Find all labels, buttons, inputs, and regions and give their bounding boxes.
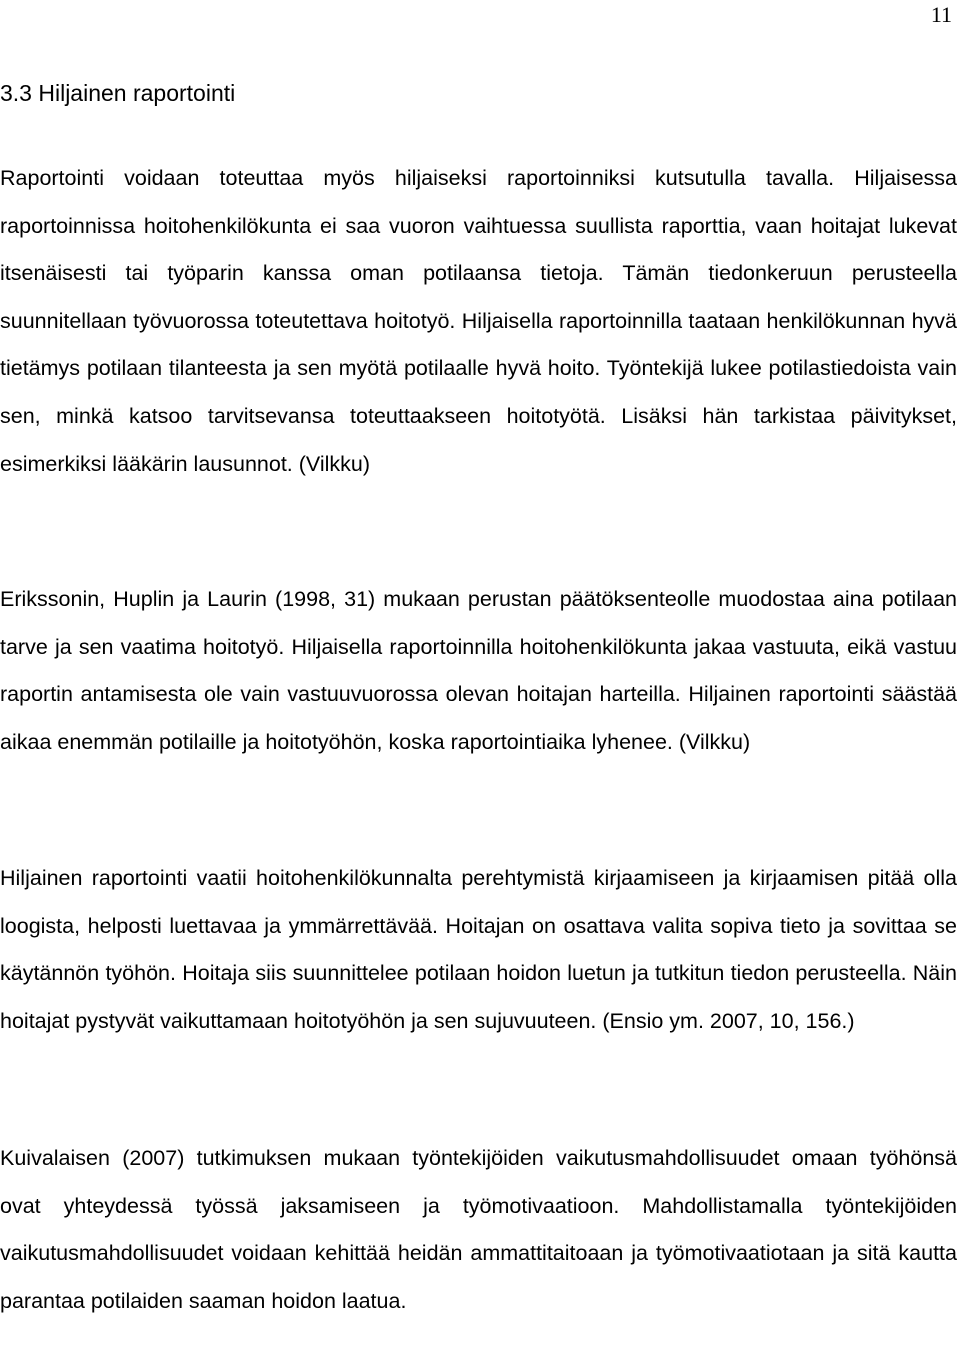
paragraph-4: Kuivalaisen (2007) tutkimuksen mukaan työntekijöiden vaikutusmahdollisuudet omaan työhönsä ovat yhteydessä työssä jaksamiseen ja työmotivaatioon. Mahdollistamalla työntekijöiden vaikutusmahdollisuudet voidaan kehittää heidän ammattitaitoaan ja työmotivaatiotaan ja sitä kautta parantaa potilaiden saaman hoidon laatua. (0, 1146, 957, 1313)
section-heading: 3.3 Hiljainen raportointi (0, 80, 236, 106)
paragraph-1: Raportointi voidaan toteuttaa myös hiljaiseksi raportoinniksi kutsutulla tavalla. Hiljaisessa raportoinnissa hoitohenkilökunta ei saa vuoron vaihtuessa suullista raporttia, vaan hoitajat lukevat itsenäisesti tai työparin kanssa oman potilaansa tietoja. Tämän tiedonkeruun perusteella suunnitellaan työvuorossa toteutettava hoitotyö. Hiljaisella raportoinnilla taataan henkilökunnan hyvä tietämys potilaan tilanteesta ja sen myötä potilaalle hyvä hoito. Työntekijä lukee potilastiedoista vain sen, minkä katsoo tarvitsevansa toteuttaakseen hoitotyötä. Lisäksi hän tarkistaa päivitykset, esimerkiksi lääkärin lausunnot. (Vilkku) (0, 166, 957, 476)
paragraph-2: Erikssonin, Huplin ja Laurin (1998, 31) mukaan perustan päätöksenteolle muodostaa aina potilaan tarve ja sen vaatima hoitotyö. Hiljaisella raportoinnilla hoitohenkilökunta jakaa vastuuta, eikä vastuu raportin antamisesta ole vain vastuuvuorossa olevan hoitajan harteilla. Hiljainen raportointi säästää aikaa enemmän potilaille ja hoitotyöhön, koska raportointiaika lyhenee. (Vilkku) (0, 587, 957, 754)
page-number: 11 (930, 2, 952, 27)
paragraph-3: Hiljainen raportointi vaatii hoitohenkilökunnalta perehtymistä kirjaamiseen ja kirjaamisen pitää olla loogista, helposti luettavaa ja ymmärrettävää. Hoitajan on osattava valita sopiva tieto ja sovittaa se käytännön työhön. Hoitaja siis suunnittelee potilaan hoidon luetun ja tutkitun tiedon perusteella. Näin hoitajat pystyvät vaikuttamaan hoitotyöhön ja sen sujuvuuteen. (Ensio ym. 2007, 10, 156.) (0, 866, 957, 1033)
